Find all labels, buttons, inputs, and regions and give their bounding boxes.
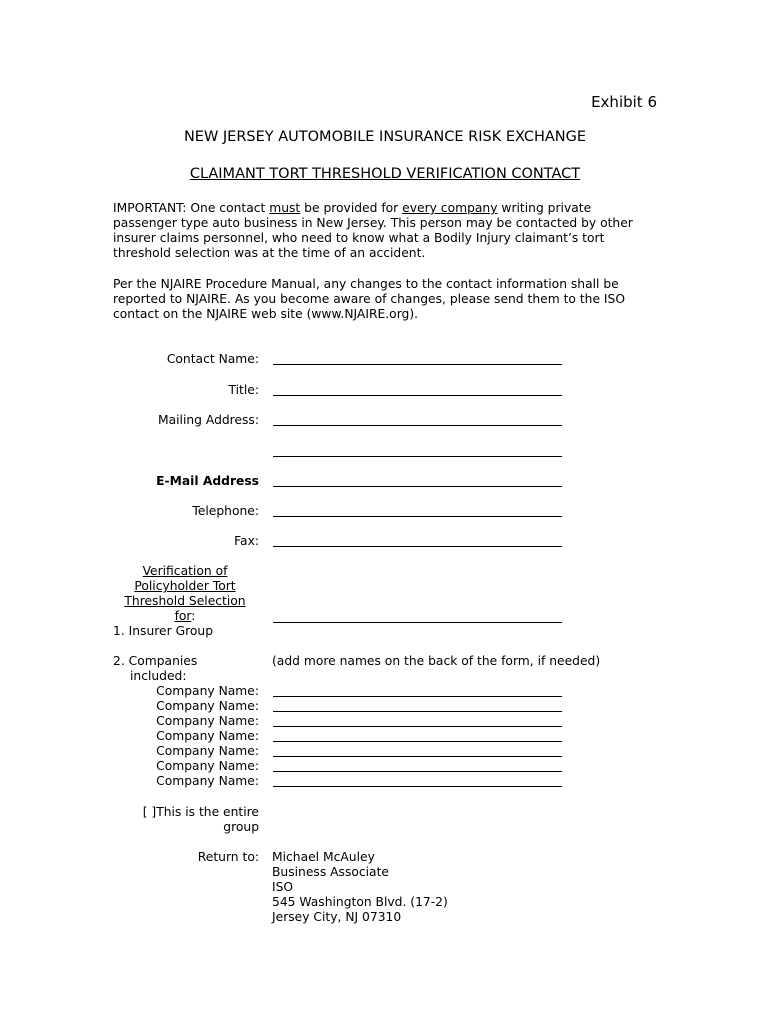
fax-label: Fax: <box>234 534 259 548</box>
company-name-field[interactable] <box>273 741 562 742</box>
procedure-paragraph: Per the NJAIRE Procedure Manual, any changes to the contact information shall be reported to NJAIRE. As you become aware of changes, please send them to the ISO contact on the NJAIRE web site (www.NJAIRE.org). <box>113 277 626 321</box>
form-title <box>0 166 770 182</box>
return-to-organization: ISO <box>272 880 294 894</box>
entire-group-checkbox[interactable]: [ ]This is the entire <box>142 805 259 819</box>
company-name-label: Company Name: <box>156 684 259 698</box>
company-name-label: Company Name: <box>156 774 259 788</box>
company-name-label: Company Name: <box>156 729 259 743</box>
company-name-field[interactable] <box>273 696 562 697</box>
company-name-label: Company Name: <box>156 699 259 713</box>
return-to-label: Return to: <box>197 850 259 864</box>
company-name-label: Company Name: <box>156 759 259 773</box>
mailing-address-label: Mailing Address: <box>157 413 259 427</box>
mailing-address-field-line-2[interactable] <box>273 456 562 457</box>
insurer-group-label: 1. Insurer Group <box>113 624 214 638</box>
verification-heading <box>118 564 252 624</box>
entire-group-label: group <box>223 820 259 834</box>
company-name-field[interactable] <box>273 726 562 727</box>
companies-label: 2. Companies <box>113 654 198 668</box>
company-name-field[interactable] <box>273 756 562 757</box>
company-name-field[interactable] <box>273 711 562 712</box>
organization-name: NEW JERSEY AUTOMOBILE INSURANCE RISK EXCHANGE <box>183 129 587 145</box>
exhibit-number: Exhibit 6 <box>591 93 657 111</box>
every-company-emphasis: every company <box>402 201 498 215</box>
add-names-note: (add more names on the back of the form, if needed) <box>272 654 601 668</box>
important-middle: be provided for <box>300 201 403 215</box>
company-name-label: Company Name: <box>156 714 259 728</box>
telephone-label: Telephone: <box>192 504 259 518</box>
return-to-name: Michael McAuley <box>272 850 375 864</box>
title-field[interactable] <box>273 395 562 396</box>
companies-label-continued: included: <box>130 669 187 683</box>
verification-heading-colon: : <box>191 609 196 623</box>
must-emphasis: must <box>269 201 301 215</box>
mailing-address-field-line-1[interactable] <box>273 425 562 426</box>
contact-name-label: Contact Name: <box>166 352 259 366</box>
insurer-group-field[interactable] <box>273 622 562 623</box>
company-name-label: Company Name: <box>156 744 259 758</box>
return-to-position: Business Associate <box>272 865 389 879</box>
email-label: E-Mail Address <box>156 474 259 488</box>
fax-field[interactable] <box>273 546 562 547</box>
telephone-field[interactable] <box>273 516 562 517</box>
title-label: Title: <box>228 383 259 397</box>
return-to-street: 545 Washington Blvd. (17-2) <box>272 895 448 909</box>
email-field[interactable] <box>273 486 562 487</box>
important-rest: writing private passenger type auto business in New Jersey. This person may be contacted by other insurer claims personnel, who need to know what a Bodily Injury claimant’s tort threshold selection was at the time of an accident. <box>113 201 633 260</box>
verification-heading-text: Verification of Policyholder Tort Threshold Selection for <box>124 564 246 623</box>
return-to-city: Jersey City, NJ 07310 <box>272 910 402 924</box>
important-paragraph <box>113 201 658 261</box>
form-title-text: CLAIMANT TORT THRESHOLD VERIFICATION CONTACT <box>189 166 581 182</box>
company-name-field[interactable] <box>273 786 562 787</box>
important-prefix: IMPORTANT: One contact <box>113 201 270 215</box>
contact-name-field[interactable] <box>273 364 562 365</box>
company-name-field[interactable] <box>273 771 562 772</box>
